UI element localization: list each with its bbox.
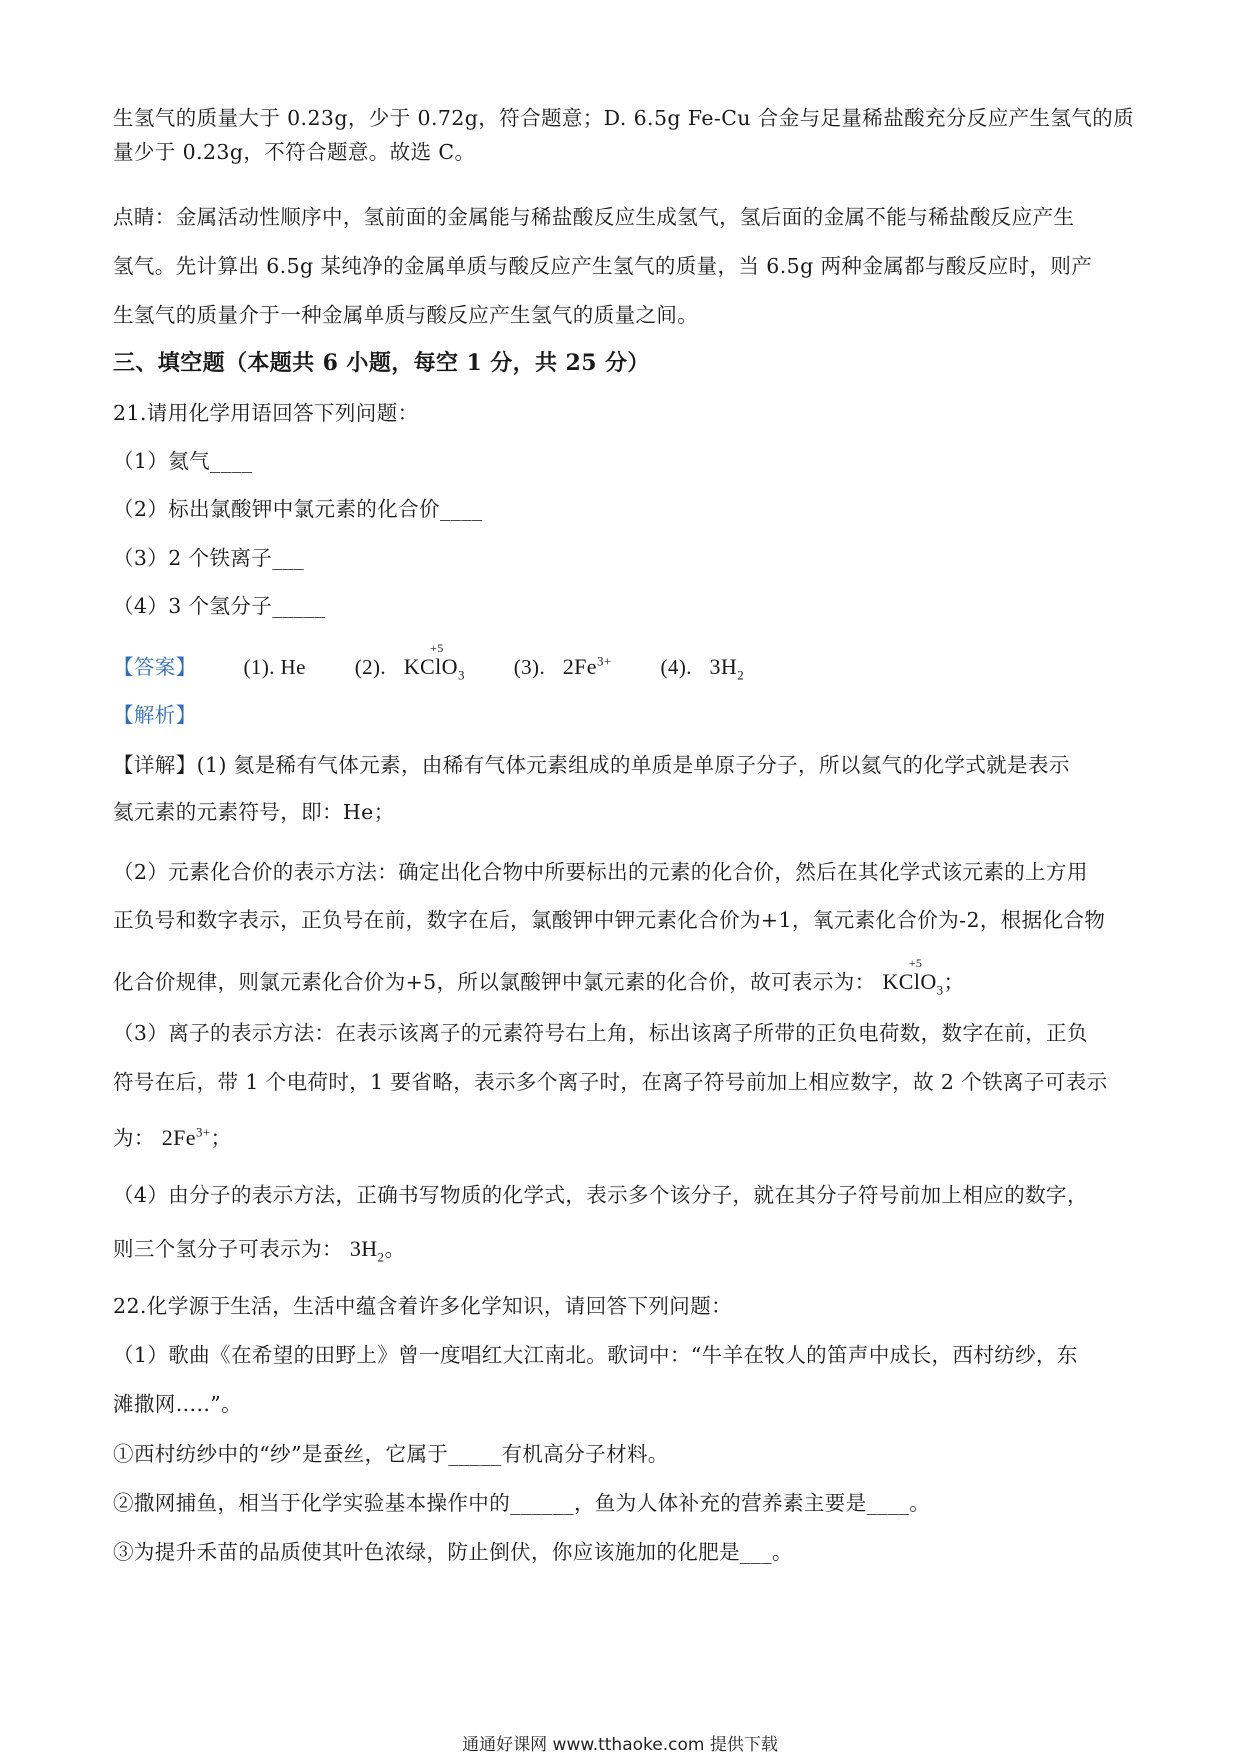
answer-3: (3). $2Fe^{3+}$ — [513, 653, 612, 679]
question-21-part-1: （1）氦气____ — [113, 449, 253, 473]
text-line: 量少于 0.23g，不符合题意。故选 C。 — [113, 140, 476, 164]
hydrogen-formula: $3H_2$ — [349, 1236, 385, 1265]
text-line: 生氢气的质量介于一种金属单质与酸反应产生氢气的质量之间。 — [113, 303, 699, 327]
detail-line: 化合价规律，则氯元素化合价为+5，所以氯酸钾中氯元素的化合价，故可表示为： K +5 ClO$_3$； — [113, 956, 965, 998]
question-21-stem: 21.请用化学用语回答下列问题： — [113, 401, 419, 425]
answer-1: (1). He — [243, 655, 306, 679]
text-line: 生氢气的质量大于 0.23g，少于 0.72g，符合题意；D. 6.5g Fe-Cu 合金与足量稀盐酸充分反应产生氢气的质 — [113, 106, 1135, 130]
question-22-line: ②撒网捕鱼，相当于化学实验基本操作中的______，鱼为人体补充的营养素主要是____。 — [113, 1491, 931, 1515]
detail-line: 则三个氢分子可表示为： $3H_2$。 — [113, 1236, 406, 1265]
question-22-stem: 22.化学源于生活，生活中蕴含着许多化学知识，请回答下列问题： — [113, 1294, 732, 1318]
answer-row — [113, 641, 786, 683]
kclo3-formula: K +5 ClO$_3$ — [403, 641, 465, 683]
text-line: 点睛：金属活动性顺序中，氢前面的金属能与稀盐酸反应生成氢气，氢后面的金属不能与稀盐酸反应产生 — [113, 205, 1075, 229]
question-22-line: 滩撒网.....”。 — [113, 1392, 243, 1416]
kclo3-formula: K +5 ClO$_3$ — [882, 956, 944, 998]
analysis-tag: 【解析】 — [113, 703, 197, 727]
question-21-part-3: （3）2 个铁离子___ — [113, 546, 305, 570]
question-22-line: （1）歌曲《在希望的田野上》曾一度唱红大江南北。歌词中：“牛羊在牧人的笛声中成长，西村纺纱，东 — [113, 1343, 1078, 1367]
detail-line: 氦元素的元素符号，即：He； — [113, 800, 395, 824]
detail-line: 符号在后，带 1 个电荷时，1 要省略，表示多个离子时，在离子符号前加上相应数字，故 2 个铁离子可表示 — [113, 1070, 1108, 1094]
answer-2: (2). K +5 ClO$_3$ — [354, 641, 465, 683]
detail-line: 为： $2Fe^{3+}$； — [113, 1124, 232, 1150]
detail-line: （2）元素化合价的表示方法：确定出化合物中所要标出的元素的化合价，然后在其化学式该元素的上方用 — [113, 860, 1088, 884]
iron-ion-formula: $2Fe^{3+}$ — [562, 653, 612, 679]
page-footer: 通通好课网 www.tthaoke.com 提供下载 — [462, 1735, 778, 1755]
question-22-line: ③为提升禾苗的品质使其叶色浓绿，防止倒伏，你应该施加的化肥是___。 — [113, 1540, 793, 1564]
answer-4: (4). $3H_2$ — [660, 654, 745, 683]
question-22-line: ①西村纺纱中的“纱”是蚕丝，它属于_____有机高分子材料。 — [113, 1442, 669, 1466]
question-21-part-2: （2）标出氯酸钾中氯元素的化合价____ — [113, 497, 483, 521]
detail-line: 正负号和数字表示，正负号在前，数字在后，氯酸钾中钾元素化合价为+1，氧元素化合价为-2，根据化合物 — [113, 908, 1106, 932]
answer-tag: 【答案】 — [113, 655, 197, 679]
text-line: 氢气。先计算出 6.5g 某纯净的金属单质与酸反应产生氢气的质量，当 6.5g 两种金属都与酸反应时，则产 — [113, 254, 1093, 278]
hydrogen-formula: $3H_2$ — [709, 654, 745, 683]
detail-line: 【详解】(1) 氦是稀有气体元素，由稀有气体元素组成的单质是单原子分子，所以氦气的化学式就是表示 — [113, 753, 1070, 777]
detail-line: （3）离子的表示方法：在表示该离子的元素符号右上角，标出该离子所带的正负电荷数，数字在前，正负 — [113, 1021, 1088, 1045]
question-21-part-4: （4）3 个氢分子_____ — [113, 594, 326, 618]
detail-line: （4）由分子的表示方法，正确书写物质的化学式，表示多个该分子，就在其分子符号前加上相应的数字， — [113, 1183, 1088, 1207]
section-heading: 三、填空题（本题共 6 小题，每空 1 分，共 25 分） — [113, 350, 650, 376]
iron-ion-formula: $2Fe^{3+}$ — [161, 1124, 211, 1150]
